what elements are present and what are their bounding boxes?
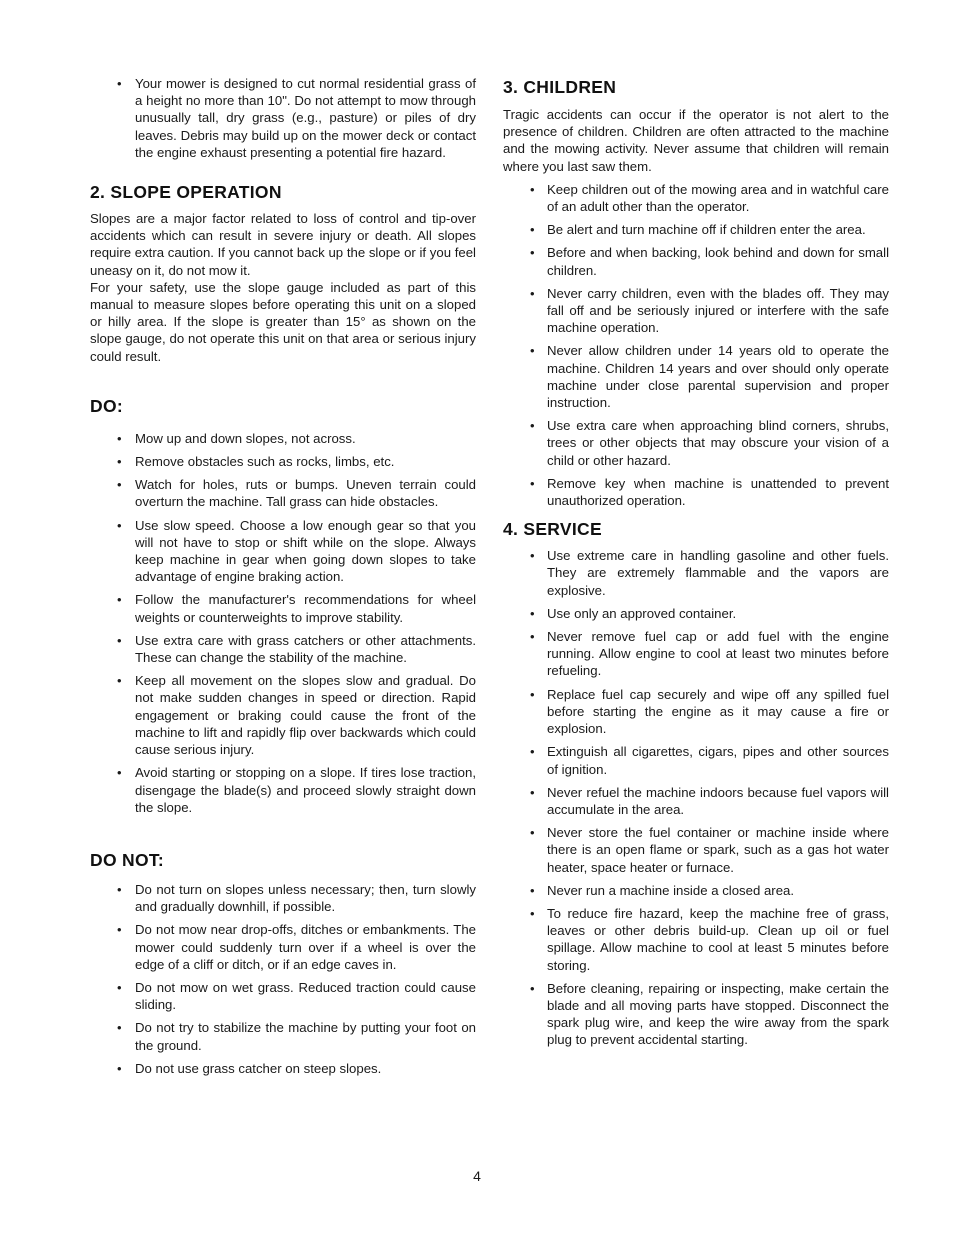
list-item — [503, 417, 889, 469]
list-item-text: Never store the fuel container or machine inside where there is an open flame or spark, such as a gas hot water heater, space heater or furnace. — [547, 825, 889, 875]
bullet-icon: • — [117, 592, 122, 608]
list-item — [503, 181, 889, 215]
slope-paragraph-2: For your safety, use the slope gauge included as part of this manual to measure slopes before operating this unit on a sloped or hilly area. If the slope is greater than 15° as shown on the slope gauge, do not operate this unit on that area or serious injury could result. — [90, 279, 476, 364]
slope-paragraph-1: Slopes are a major factor related to loss of control and tip-over accidents which can result in severe injury or death. All slopes require extra caution. If you cannot back up the slope or if you feel uneasy on it, do not mow it. — [90, 211, 476, 278]
list-item — [90, 1060, 476, 1077]
list-item — [90, 979, 476, 1013]
list-item-text: Keep children out of the mowing area and in watchful care of an adult other than the operator. — [547, 181, 889, 215]
list-item-text: Use extra care when approaching blind corners, shrubs, trees or other objects that may obscure your vision of a child or other hazard. — [547, 418, 889, 468]
list-item-text: Do not turn on slopes unless necessary; then, turn slowly and gradually downhill, if possible. — [135, 881, 476, 915]
list-item — [503, 882, 889, 899]
page-number: 4 — [473, 1168, 481, 1184]
service-heading: 4. SERVICE — [503, 519, 602, 540]
do-not-list — [90, 881, 476, 1077]
list-item-text: Use extreme care in handling gasoline and other fuels. They are extremely flammable and the vapors are explosive. — [547, 548, 889, 598]
list-item-text: Never run a machine inside a closed area. — [547, 882, 795, 898]
list-item — [503, 628, 889, 680]
list-item-text: Watch for holes, ruts or bumps. Uneven terrain could overturn the machine. Tall grass can hide obstacles. — [135, 477, 476, 510]
list-item-text: Never allow children under 14 years old to operate the machine. Children 14 years and over should only operate machine under close parental supervision and proper instruction. — [547, 343, 889, 411]
list-item-text: Remove obstacles such as rocks, limbs, etc. — [135, 454, 395, 470]
bullet-icon: • — [117, 1060, 122, 1076]
list-item — [503, 475, 889, 509]
list-item — [90, 881, 476, 915]
list-item-text: Do not use grass catcher on steep slopes. — [135, 1060, 382, 1076]
bullet-icon: • — [530, 825, 535, 841]
list-item-text: Remove key when machine is unattended to prevent unauthorized operation. — [547, 475, 889, 509]
list-item — [503, 605, 889, 622]
list-item-text: Use extra care with grass catchers or other attachments. These can change the stability of the machine. — [135, 632, 476, 666]
list-item — [503, 980, 889, 1049]
list-item-text: Mow up and down slopes, not across. — [135, 430, 356, 446]
list-item-text: To reduce fire hazard, keep the machine free of grass, leaves or other debris build-up. Clean up oil or fuel spillage. Allow machine to cool at least 5 minutes before storing. — [547, 905, 889, 973]
list-item-text: Do not try to stabilize the machine by putting your foot on the ground. — [135, 1020, 476, 1053]
list-item-text: Never carry children, even with the blades off. They may fall off and be seriously injured or interfere with the safe machine operation. — [547, 285, 889, 336]
bullet-icon: • — [530, 245, 535, 261]
bullet-icon: • — [530, 980, 535, 996]
bullet-icon: • — [117, 76, 122, 91]
list-item-text: Before cleaning, repairing or inspecting, make certain the blade and all moving parts have stopped. Disconnect the spark plug wire, and keep the wire away from the spark plug to prevent accidental starting. — [547, 980, 889, 1048]
slope-operation-body — [90, 210, 476, 365]
bullet-icon: • — [117, 517, 122, 533]
list-item — [90, 517, 476, 586]
list-item — [90, 764, 476, 816]
intro-list — [90, 75, 476, 161]
list-item — [90, 672, 476, 758]
slope-operation-heading: 2. SLOPE OPERATION — [90, 182, 282, 203]
children-list — [503, 181, 889, 509]
bullet-icon: • — [530, 343, 535, 359]
list-item-text: Be alert and turn machine off if children enter the area. — [547, 222, 866, 238]
list-item — [503, 221, 889, 238]
right-column — [503, 0, 889, 1055]
bullet-icon: • — [530, 686, 535, 702]
bullet-icon: • — [530, 285, 535, 301]
bullet-icon: • — [530, 629, 535, 645]
bullet-icon: • — [117, 881, 122, 897]
bullet-icon: • — [117, 765, 122, 781]
list-item — [503, 824, 889, 876]
list-item — [503, 285, 889, 337]
list-item-text: Do not mow on wet grass. Reduced traction could cause sliding. — [135, 979, 476, 1013]
bullet-icon: • — [530, 418, 535, 434]
bullet-icon: • — [530, 744, 535, 760]
bullet-icon: • — [530, 548, 535, 564]
list-item-text: Use only an approved container. — [547, 605, 737, 621]
list-item — [90, 591, 476, 625]
list-item — [503, 905, 889, 974]
bullet-icon: • — [117, 979, 122, 995]
bullet-icon: • — [530, 882, 535, 898]
list-item — [503, 244, 889, 278]
bullet-icon: • — [117, 922, 122, 938]
list-item-text: Never remove fuel cap or add fuel with the engine running. Allow engine to cool at least two minutes before refueling. — [547, 629, 889, 679]
list-item — [90, 1019, 476, 1053]
list-item-text: Before and when backing, look behind and down for small children. — [547, 245, 889, 278]
list-item — [90, 75, 476, 161]
list-item — [503, 743, 889, 777]
list-item — [90, 476, 476, 510]
bullet-icon: • — [530, 475, 535, 491]
do-list — [90, 430, 476, 816]
list-item-text: Keep all movement on the slopes slow and gradual. Do not make sudden changes in speed or direction. Rapid engagement or braking could cause the front of the machine to lift and rapidly flip over backwards which could cause serious injury. — [135, 673, 476, 758]
do-heading: DO: — [90, 395, 123, 416]
list-item-text: Follow the manufacturer's recommendations for wheel weights or counterweights to improve stability. — [135, 592, 476, 625]
list-item — [503, 342, 889, 411]
children-paragraph: Tragic accidents can occur if the operator is not alert to the presence of children. Children are often attracted to the machine and the mowing activity. Never assume that children will remain where you last saw them. — [503, 107, 889, 174]
bullet-icon: • — [530, 784, 535, 800]
bullet-icon: • — [530, 181, 535, 197]
service-list — [503, 547, 889, 1048]
bullet-icon: • — [530, 222, 535, 238]
list-item — [90, 430, 476, 447]
bullet-icon: • — [117, 1020, 122, 1036]
list-item — [503, 547, 889, 599]
bullet-icon: • — [530, 605, 535, 621]
list-item-text: Avoid starting or stopping on a slope. If tires lose traction, disengage the blade(s) and proceed slowly straight down the slope. — [135, 765, 476, 815]
bullet-icon: • — [117, 632, 122, 648]
intro-bullet-text: Your mower is designed to cut normal residential grass of a height no more than 10". Do not attempt to mow through unusually tall, dry grass (e.g., pasture) or piles of dry leaves. Debris may build up on the mower deck or contact the engine exhaust presenting a potential fire hazard. — [135, 76, 476, 160]
list-item — [503, 686, 889, 738]
list-item — [90, 632, 476, 666]
bullet-icon: • — [117, 430, 122, 446]
left-column — [90, 0, 476, 1083]
list-item-text: Use slow speed. Choose a low enough gear so that you will not have to stop or shift while on the slope. Always keep machine in gear when going down slopes to take advantage of engine braking action. — [135, 517, 476, 585]
bullet-icon: • — [117, 673, 122, 689]
list-item-text: Replace fuel cap securely and wipe off any spilled fuel before starting the engine as it may cause a fire or explosion. — [547, 686, 889, 737]
list-item — [503, 784, 889, 818]
list-item-text: Never refuel the machine indoors because fuel vapors will accumulate in the area. — [547, 784, 889, 817]
children-heading: 3. CHILDREN — [503, 77, 617, 97]
list-item-text: Extinguish all cigarettes, cigars, pipes and other sources of ignition. — [547, 744, 889, 777]
list-item — [90, 453, 476, 470]
bullet-icon: • — [530, 905, 535, 921]
bullet-icon: • — [117, 477, 122, 493]
do-not-heading: DO NOT: — [90, 849, 165, 870]
list-item — [90, 921, 476, 973]
bullet-icon: • — [117, 454, 122, 470]
list-item-text: Do not mow near drop-offs, ditches or embankments. The mower could suddenly turn over if a wheel is over the edge of a cliff or ditch, or if an edge caves in. — [135, 922, 476, 972]
